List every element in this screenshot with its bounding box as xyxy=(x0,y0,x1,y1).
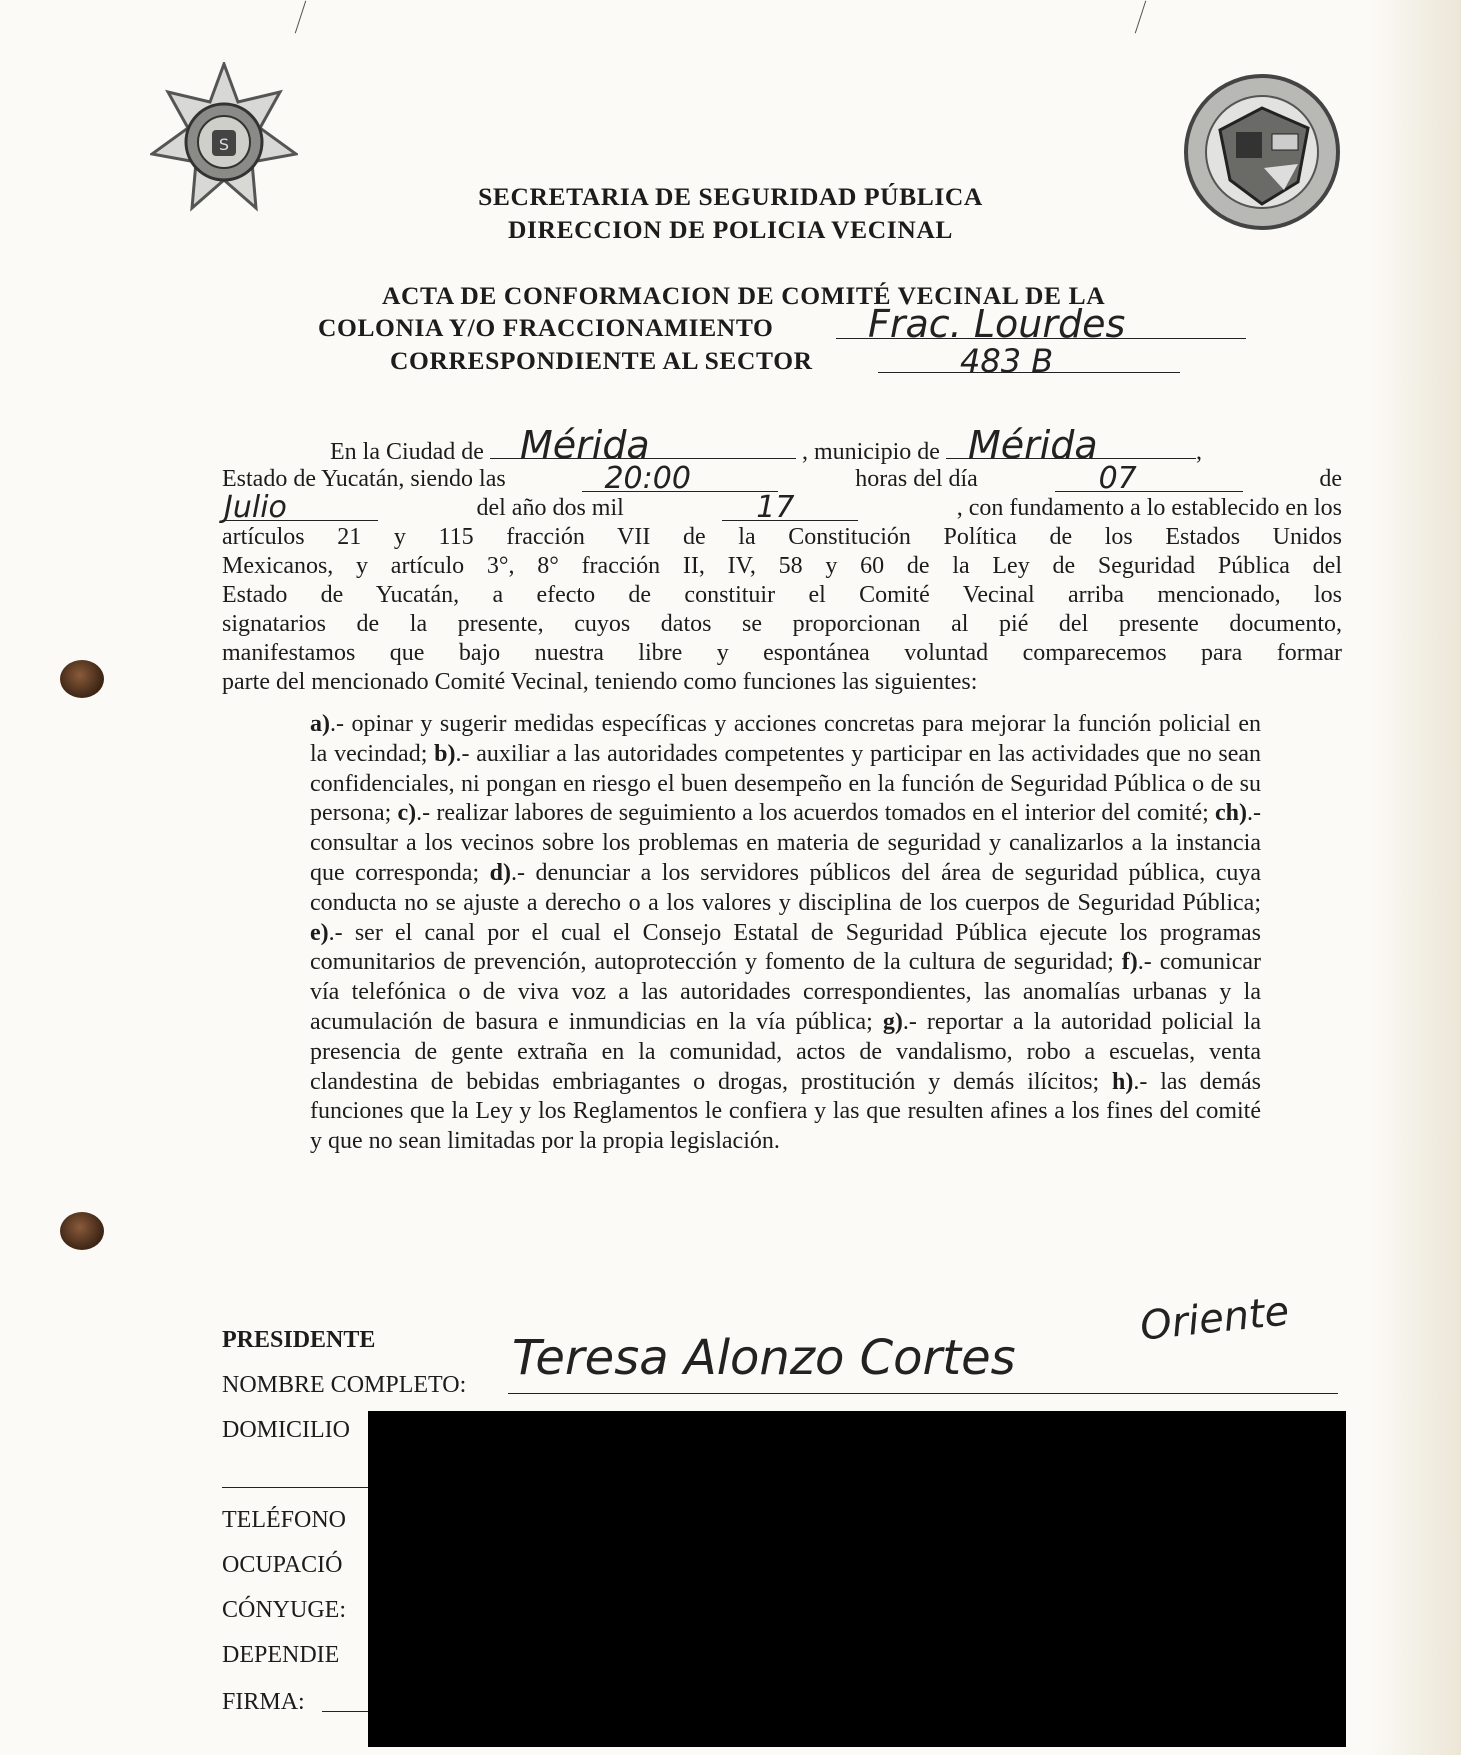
sector-value: 483 B xyxy=(960,342,1054,380)
function-c-mark: c) xyxy=(397,800,417,827)
hora-value: 20:00 xyxy=(604,460,691,496)
function-c-text: .- realizar labores de seguimiento a los acuerdos tomados en el interior del comité; xyxy=(416,800,1209,827)
nombre-label: NOMBRE COMPLETO: xyxy=(222,1372,467,1398)
sector-label: CORRESPONDIENTE AL SECTOR xyxy=(390,346,813,375)
scan-mark xyxy=(1135,1,1146,34)
intro-line-5: Mexicanos, y artículo 3°, 8° fracción II, IV, 58 y 60 de la Ley de Seguridad Pública del xyxy=(222,553,1342,579)
ciudad-field xyxy=(490,422,796,467)
intro-line-3 xyxy=(222,489,1342,525)
municipio-field xyxy=(946,422,1196,467)
punch-hole-top xyxy=(60,660,104,698)
function-h-mark: h) xyxy=(1112,1068,1134,1095)
redaction-box xyxy=(368,1411,1346,1747)
intro-text: , con fundamento a lo establecido en los xyxy=(956,495,1342,521)
intro-line-7: signatarios de la presente, cuyos datos se proporcionan al pié del presente documento, xyxy=(222,611,1342,637)
functions-paragraph xyxy=(310,710,1261,1157)
intro-line-1 xyxy=(330,422,1202,468)
mes-field xyxy=(222,489,378,525)
function-f-text: .- comunicar vía telefónica o de viva voz a las autoridades correspondientes, las anomalías urbanas y la acumulación de basura e inmundicias en la vía pública; xyxy=(310,949,1262,1035)
svg-text:S: S xyxy=(218,135,230,154)
function-d-text: .- denunciar a los servidores públicos del área de seguridad pública, cuya conducta no se ajuste a derecho o a los valores y disciplina de los cuerpos de Seguridad Pública; xyxy=(310,859,1262,916)
intro-text: Estado de Yucatán, siendo las xyxy=(222,466,506,492)
nombre-line xyxy=(508,1393,1338,1394)
ciudad-value: Mérida xyxy=(519,422,650,467)
dia-value: 07 xyxy=(1098,460,1137,496)
dependientes-label: DEPENDIE xyxy=(222,1642,340,1668)
function-e-mark: e) xyxy=(310,919,329,946)
function-ch-mark: ch) xyxy=(1215,800,1248,827)
conyuge-label: CÓNYUGE: xyxy=(222,1597,346,1623)
telefono-label: TELÉFONO xyxy=(222,1507,346,1533)
department-name: DIRECCION DE POLICIA VECINAL xyxy=(508,215,953,244)
nombre-value: Teresa Alonzo Cortes xyxy=(512,1330,1016,1386)
scan-mark xyxy=(295,1,306,34)
colonia-label: COLONIA Y/O FRACCIONAMIENTO xyxy=(318,313,774,342)
punch-hole-bottom xyxy=(60,1212,104,1250)
anio-field xyxy=(722,489,858,525)
function-d-mark: d) xyxy=(489,859,511,886)
function-a-mark: a) xyxy=(310,711,330,737)
function-g-text: .- reportar a la autoridad policial la presencia de gente extraña en la comunidad, actos de vandalismo, robo a escuelas, venta clandestina de bebidas embriagantes o drogas, prostitución y demás ilícitos; xyxy=(310,1008,1262,1095)
colonia-value: Frac. Lourdes xyxy=(868,302,1126,346)
function-g-mark: g) xyxy=(882,1008,903,1035)
margin-note: Oriente xyxy=(1138,1288,1292,1350)
intro-line-4: artículos 21 y 115 fracción VII de la Constitución Política de los Estados Unidos xyxy=(222,524,1342,550)
municipio-value: Mérida xyxy=(967,422,1098,467)
function-ch-text: .- consultar a los vecinos sobre los problemas en materia de seguridad y canalizarlos a la instancia que corresponda; xyxy=(310,800,1262,886)
intro-text: de xyxy=(1319,466,1342,492)
intro-line-8: manifestamos que bajo nuestra libre y espontánea voluntad comparecemos para formar xyxy=(222,640,1342,666)
function-a-text: .- opinar y sugerir medidas específicas y acciones concretas para mejorar la función policial en la vecindad; xyxy=(310,711,1261,767)
firma-label: FIRMA: xyxy=(222,1689,305,1715)
hora-field xyxy=(582,460,778,496)
intro-text: horas del día xyxy=(855,466,978,492)
function-h-text: .- las demás funciones que la Ley y los Reglamentos le confiera y las que resulten afines a los fines del comité y que no sean limitadas por la propia legislación. xyxy=(310,1068,1261,1155)
domicilio-line-2 xyxy=(222,1487,368,1488)
intro-text: , xyxy=(1195,439,1202,465)
domicilio-label: DOMICILIO xyxy=(222,1417,350,1443)
anio-value: 17 xyxy=(756,489,795,525)
firma-line xyxy=(322,1711,368,1712)
mes-value: Julio xyxy=(224,489,287,525)
intro-text: , municipio de xyxy=(801,439,940,465)
function-f-mark: f) xyxy=(1121,949,1138,976)
section-title: PRESIDENTE xyxy=(222,1327,376,1353)
intro-text: del año dos mil xyxy=(476,495,624,521)
function-b-mark: b) xyxy=(434,740,456,767)
intro-line-6: Estado de Yucatán, a efecto de constituir el Comité Vecinal arriba mencionado, los xyxy=(222,582,1342,608)
dia-field xyxy=(1055,460,1243,496)
intro-line-9: parte del mencionado Comité Vecinal, teniendo como funciones las siguientes: xyxy=(222,669,978,695)
page-edge-shadow xyxy=(1371,0,1461,1755)
function-e-text: .- ser el canal por el cual el Consejo Estatal de Seguridad Pública ejecute los programas comunitarios de prevención, autoprotección y fomento de la cultura de seguridad; xyxy=(310,919,1261,976)
function-b-text: .- auxiliar a las autoridades competentes y participar en las actividades que no sean confidenciales, ni pongan en riesgo el buen desempeño en la función de Seguridad Pública o de su persona; xyxy=(310,740,1261,827)
org-name: SECRETARIA DE SEGURIDAD PÚBLICA xyxy=(478,182,983,211)
document-title: ACTA DE CONFORMACION DE COMITÉ VECINAL DE LA xyxy=(382,281,1106,310)
ocupacion-label: OCUPACIÓ xyxy=(222,1552,343,1578)
intro-text: En la Ciudad de xyxy=(330,439,484,465)
